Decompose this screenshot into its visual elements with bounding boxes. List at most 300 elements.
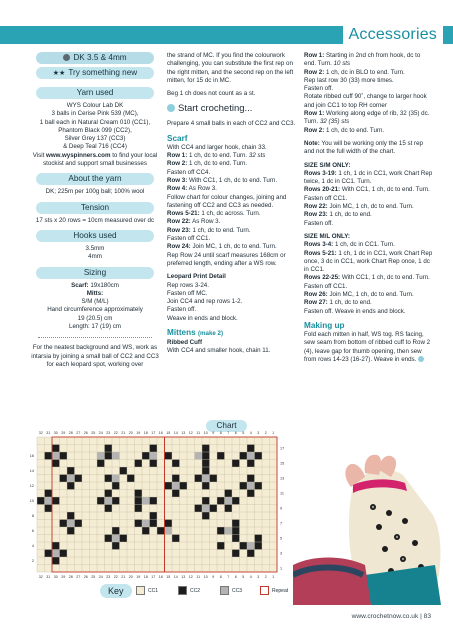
chart-cell	[165, 527, 173, 535]
star-icon: ★★	[52, 70, 66, 77]
chart-cell	[150, 512, 158, 520]
chart-cell	[217, 527, 225, 535]
pattern-column-3	[304, 52, 434, 364]
yarn-used-heading: Yarn used	[36, 87, 154, 99]
row-number-right: 1	[280, 566, 283, 571]
instruction-line	[304, 299, 434, 307]
row-label: Rows 20-21:	[304, 186, 341, 194]
swatch-repeat	[260, 586, 269, 595]
chart-cell	[135, 520, 143, 528]
instruction-line	[304, 283, 434, 291]
chart-cell	[225, 497, 233, 505]
column-number: 13	[181, 431, 186, 435]
row-text: Fasten off.	[304, 219, 334, 227]
chart-cell	[232, 535, 240, 543]
instruction-line: Join CC4 and rep rows 1-2.	[167, 298, 243, 306]
swatch-cc3	[220, 586, 229, 595]
mittens-heading: Mittens (make 2)	[167, 328, 224, 338]
chart-cell	[105, 490, 113, 498]
hooks-heading: Hooks used	[36, 230, 154, 242]
chart-cell	[45, 490, 53, 498]
swatch-cc1	[136, 586, 145, 595]
stockist-note: Visit www.wyspinners.com to find your local stockist and support small businesses	[32, 151, 158, 168]
column-number: 7	[227, 575, 230, 579]
column-number: 3	[257, 431, 260, 435]
column-number: 23	[106, 575, 111, 579]
chart-cell	[232, 460, 240, 468]
chart-grid	[27, 427, 295, 583]
materials-column: DK 3.5 & 4mm ★★ Try something new Yarn used WYS Colour Lab DK 3 balls in Cerise Pink 539 (MC), 1 ball each in Natural Cream 010 (CC1), Phantom Black 099 (CC2), Silver Grey 137 (CC3) & Deep Teal 716 (CC4) Visit www.wyspinners.com to find your local stockist and support small businesses About the yarn DK; 225m per 100g ball; 100% wool Tension 17 sts x 20 rows = 10cm measured over dc Hooks used 3.5mm 4mm Sizing Scarf: 19x180cm Mitts: S/M (M/L) Hand circumference approximately 19 (20.5) cm Length: 17 (19) cm For the neatest background and WS, work as intarsia by joining a small ball of CC2 and CC3 for each leopard spot, working over	[31, 53, 159, 368]
instruction-line	[167, 160, 297, 168]
row-number-left: 12	[29, 483, 34, 488]
column-number: 18	[143, 575, 148, 579]
column-number: 13	[181, 575, 186, 579]
intro-text: the strand of MC. If you find the colourwork challenging, you can substitute the first rep on the right mitten, and the second rep on the left mitten, for 15 dc in MC.	[167, 52, 294, 84]
chart-cell	[67, 475, 75, 483]
chart-cell	[112, 535, 120, 543]
chart-cell	[255, 482, 263, 490]
row-label: Row 1:	[167, 152, 188, 160]
chart-cell	[150, 452, 158, 460]
chart-cell	[97, 460, 105, 468]
chart-cell	[37, 497, 45, 505]
bullet-icon	[167, 104, 175, 112]
chart-cell	[105, 497, 113, 505]
column-number: 17	[151, 575, 156, 579]
instruction-line	[304, 85, 434, 93]
row-number-left: 16	[29, 453, 34, 458]
row-text: Join MC, 1 ch, dc to end. Turn.	[327, 203, 414, 211]
chart-cell	[172, 490, 180, 498]
start-crocheting-heading: Start crocheting...	[167, 103, 297, 115]
chart-cell	[120, 467, 128, 475]
chart-cell	[217, 452, 225, 460]
column-number: 19	[136, 575, 141, 579]
chart-cell	[60, 452, 68, 460]
section-banner	[0, 26, 453, 44]
row-text: 1 ch, 1 dc in CC1, work Chart Rep once, 3 dc in CC1, work Chart Rep once, 1 dc in CC1.	[304, 249, 433, 274]
chart-cell	[195, 505, 203, 513]
about-yarn-text: DK; 225m per 100g ball; 100% wool	[45, 188, 145, 196]
colourwork-chart	[27, 427, 295, 588]
column-number: 8	[219, 431, 222, 435]
chart-cell	[150, 520, 158, 528]
chart-cell	[225, 505, 233, 513]
row-text: 1 ch, 1 dc in CC1, work Chart Rep twice, 1 dc in CC1. Turn.	[304, 169, 433, 186]
instruction-line	[167, 194, 297, 211]
prepare-text: Prepare 4 small balls in each of CC2 and CC3.	[167, 120, 296, 128]
chart-cell	[232, 520, 240, 528]
column-number: 15	[166, 575, 171, 579]
column-number: 20	[128, 575, 133, 579]
column-number: 4	[249, 575, 252, 579]
column-number: 31	[46, 431, 51, 435]
chart-cell	[45, 497, 53, 505]
row-number-left: 6	[31, 528, 34, 533]
instruction-line	[167, 185, 297, 193]
chart-cell	[105, 452, 113, 460]
instruction-line	[304, 170, 434, 187]
column-number: 31	[46, 575, 51, 579]
row-text: With CC1, 1 ch, dc to end. Turn.	[340, 186, 430, 194]
chart-cell	[172, 482, 180, 490]
leopard-heading: Leopard Print Detail	[167, 273, 226, 281]
row-label: Row 27:	[304, 299, 328, 307]
column-number: 10	[203, 431, 208, 435]
column-number: 8	[219, 575, 222, 579]
page-number: 83	[423, 613, 431, 620]
column-number: 25	[91, 575, 96, 579]
chart-cell	[202, 505, 210, 513]
size-sm-heading: SIZE S/M ONLY:	[304, 161, 351, 169]
row-label: Row 24:	[167, 243, 191, 251]
row-label: Row 2:	[167, 160, 188, 168]
instruction-line	[167, 210, 297, 218]
row-label: Row 4:	[167, 185, 188, 193]
chart-cell	[120, 535, 128, 543]
row-text: With CC4 and larger hook, chain 33.	[167, 143, 267, 151]
chart-cell	[105, 475, 113, 483]
column-number: 18	[143, 431, 148, 435]
sizing-mitts-label: Mitts:	[86, 289, 104, 297]
chart-cell	[97, 452, 105, 460]
chart-cell	[112, 542, 120, 550]
row-label: Row 1:	[304, 110, 325, 118]
chart-cell	[202, 445, 210, 453]
chart-cell	[217, 497, 225, 505]
rep-note: Note: You will be working only the 15 st rep and not the full width of the chart.	[304, 139, 423, 156]
chart-cell	[105, 445, 113, 453]
column-number: 2	[264, 575, 267, 579]
column-number: 20	[128, 431, 133, 435]
chart-cell	[210, 505, 218, 513]
row-text: Join MC, 1 ch, dc to end. Turn.	[190, 243, 277, 251]
column-number: 27	[76, 575, 81, 579]
column-number: 7	[227, 431, 230, 435]
chart-cell	[105, 505, 113, 513]
row-label: Row 26:	[304, 291, 328, 299]
chart-cell	[52, 542, 60, 550]
row-text: Fasten off.	[304, 85, 334, 93]
instruction-line: Fasten off MC.	[167, 289, 208, 297]
instruction-line	[167, 218, 297, 226]
chart-cell	[112, 475, 120, 483]
column-number: 30	[53, 431, 58, 435]
pattern-column-2	[167, 52, 297, 356]
sizing-scarf: Scarf: 19x180cm	[71, 281, 119, 289]
chart-cell	[247, 490, 255, 498]
column-number: 16	[158, 431, 163, 435]
instruction-line	[304, 203, 434, 211]
row-label: Rows 3-4:	[304, 241, 334, 249]
stockist-link[interactable]: www.wyspinners.com	[46, 151, 111, 159]
column-number: 24	[98, 431, 103, 435]
instruction-line	[167, 243, 297, 251]
column-number: 23	[106, 431, 111, 435]
end-mark-icon	[418, 356, 424, 362]
divider	[38, 337, 152, 338]
chart-cell	[67, 527, 75, 535]
column-number: 11	[196, 575, 201, 579]
column-number: 27	[76, 431, 81, 435]
instruction-line	[304, 220, 434, 228]
row-text: 1 ch, dc across. Turn.	[199, 210, 261, 218]
chart-cell	[225, 490, 233, 498]
instruction-line: Weave in ends and block.	[167, 314, 238, 322]
row-number-right: 3	[280, 551, 283, 556]
chart-cell	[202, 482, 210, 490]
chart-cell	[240, 482, 248, 490]
column-number: 22	[113, 431, 118, 435]
chart-cell	[135, 505, 143, 513]
column-number: 26	[83, 575, 88, 579]
chart-cell	[195, 452, 203, 460]
column-number: 25	[91, 431, 96, 435]
column-number: 21	[121, 431, 126, 435]
chart-cell	[165, 520, 173, 528]
column-number: 22	[113, 575, 118, 579]
column-number: 4	[249, 431, 252, 435]
needle-size-badge: DK 3.5 & 4mm	[36, 52, 154, 64]
row-label: Rows 3-19:	[304, 169, 337, 177]
instruction-line	[304, 308, 434, 316]
size-ml-heading: SIZE M/L ONLY:	[304, 232, 350, 240]
chart-cell	[232, 527, 240, 535]
chart-cell	[195, 475, 203, 483]
tension-text: 17 sts x 20 rows = 10cm measured over dc	[35, 216, 155, 224]
row-number-right: 17	[280, 446, 285, 451]
leopard-instructions	[167, 282, 297, 323]
row-text: With CC1, 1 ch, dc to end. Turn.	[187, 176, 278, 184]
scarf-heading: Scarf	[167, 133, 188, 143]
chart-cell	[165, 482, 173, 490]
chart-cell	[67, 512, 75, 520]
chart-cell	[202, 475, 210, 483]
chart-cell	[67, 520, 75, 528]
instruction-line: Fasten off.	[167, 306, 197, 314]
ribbed-cuff-text: With CC4 and smaller hook, chain 11.	[167, 347, 271, 355]
row-label: Row 22:	[304, 203, 328, 211]
chart-cell	[150, 497, 158, 505]
row-number-right: 9	[280, 506, 283, 511]
mitten-photo	[293, 425, 453, 605]
chart-cell	[172, 460, 180, 468]
chart-cell	[112, 497, 120, 505]
column-number: 9	[212, 431, 215, 435]
chart-cell	[45, 550, 53, 558]
row-text: Rep last row 30 (33) more times.	[304, 76, 394, 84]
instruction-line	[304, 77, 434, 85]
column-number: 12	[188, 575, 193, 579]
instruction-line	[167, 169, 297, 177]
key-item-cc3: CC3	[220, 586, 242, 595]
chart-cell	[67, 467, 75, 475]
chart-cell	[210, 475, 218, 483]
row-label: Rows 22-25:	[304, 274, 341, 282]
chart-cell	[105, 535, 113, 543]
chart-cell	[150, 445, 158, 453]
chart-cell	[247, 542, 255, 550]
column-number: 2	[264, 431, 267, 435]
page-footer: www.crochetnow.co.uk | 83	[351, 613, 431, 620]
chart-cell	[60, 550, 68, 558]
chart-cell	[180, 482, 188, 490]
row-text: Rep Row 24 until scarf measures 168cm or preferred length, ending after a WS row.	[167, 251, 286, 267]
row-text: 1 ch, dc to end. Turn.	[187, 152, 249, 160]
instruction-line	[167, 144, 297, 152]
chart-cell	[60, 475, 68, 483]
chart-cell	[142, 520, 150, 528]
key-title: Key	[100, 584, 132, 598]
column-number: 1	[272, 575, 275, 579]
row-text: As Row 3.	[187, 185, 217, 193]
instruction-line	[304, 291, 434, 299]
key-item-cc2: CC2	[178, 586, 200, 595]
chart-cell	[52, 557, 60, 565]
column-number: 5	[242, 575, 245, 579]
column-number: 15	[166, 431, 171, 435]
footer-url[interactable]: www.crochetnow.co.uk	[351, 613, 419, 620]
row-label: Row 23:	[167, 226, 191, 234]
cuff-instructions	[304, 52, 434, 135]
chart-cell	[142, 497, 150, 505]
column-number: 30	[53, 575, 58, 579]
chart-cell	[247, 445, 255, 453]
column-number: 19	[136, 431, 141, 435]
column-number: 14	[173, 575, 178, 579]
chart-cell	[217, 542, 225, 550]
size-ml-instructions	[304, 241, 434, 316]
column-number: 16	[158, 575, 163, 579]
instruction-line	[304, 211, 434, 219]
column-number: 24	[98, 575, 103, 579]
row-label: Rows 5-21:	[304, 249, 337, 257]
chart-cell	[157, 527, 165, 535]
chart-cell	[202, 497, 210, 505]
chart-cell	[150, 460, 158, 468]
row-text: Fasten off. Weave in ends and block.	[304, 307, 406, 315]
row-text: 1 ch, dc to end. Turn.	[324, 126, 385, 134]
row-label: Row 2:	[304, 68, 325, 76]
row-label: Row 23:	[304, 211, 328, 219]
column-number: 1	[272, 431, 275, 435]
instruction-line	[304, 69, 434, 77]
chart-cell	[60, 520, 68, 528]
intarsia-note: For the neatest background and WS, work as intarsia by joining a small ball of CC2 and CC3 for each leopard spot, working over	[31, 344, 159, 368]
row-text: Starting in 2nd ch from hook, dc to end. Turn.	[304, 52, 421, 68]
chart-cell	[52, 550, 60, 558]
chart-cell	[172, 475, 180, 483]
instruction-line	[304, 186, 434, 194]
column-number: 5	[242, 431, 245, 435]
column-number: 14	[173, 431, 178, 435]
column-number: 6	[234, 575, 237, 579]
row-text: As Row 3.	[190, 218, 221, 226]
row-text: 1 ch, dc in BLO to end. Turn.	[324, 68, 405, 76]
row-label: Row 2:	[304, 126, 325, 134]
size-sm-instructions	[304, 170, 434, 228]
row-text: Rotate ribbed cuff 90˚, change to larger hook and join CC1 to top RH corner	[304, 93, 427, 109]
chart-cell	[247, 475, 255, 483]
chart-cell	[202, 467, 210, 475]
row-label: Rows 5-21:	[167, 210, 200, 218]
chart-cell	[255, 542, 263, 550]
making-up-text: Fold each mitten in half, WS tog. RS facing, sew seam from bottom of ribbed cuff to Row 2 (4), leave gap for thumb opening, then sew from rows 14-23 (16-27). Weave in ends.	[304, 330, 431, 363]
making-up-heading: Making up	[304, 320, 345, 330]
chart-cell	[112, 527, 120, 535]
chart-cell	[75, 520, 83, 528]
row-text: With CC1, 1 ch, dc to end. Turn.	[340, 274, 430, 282]
ball-icon	[63, 54, 70, 61]
instruction-line	[304, 274, 434, 282]
column-number: 12	[188, 431, 193, 435]
column-number: 21	[121, 575, 126, 579]
chart-cell	[247, 550, 255, 558]
chart-cell	[52, 460, 60, 468]
scarf-instructions	[167, 144, 297, 268]
chart-cell	[255, 535, 263, 543]
chart-cell	[112, 482, 120, 490]
stitch-count: 32 sts	[248, 152, 266, 160]
instruction-line	[167, 227, 297, 235]
row-number-right: 5	[280, 536, 283, 541]
chart-cell	[45, 505, 53, 513]
column-number: 9	[212, 575, 215, 579]
column-number: 28	[68, 575, 73, 579]
key-item-cc1: CC1	[136, 586, 158, 595]
sizing-heading: Sizing	[36, 267, 154, 279]
column-number: 10	[203, 575, 208, 579]
swatch-cc2	[178, 586, 187, 595]
row-text: 1 ch, dc to end. Turn.	[190, 226, 251, 234]
row-label: Row 3:	[167, 176, 188, 184]
chart-cell	[127, 475, 135, 483]
instruction-line	[167, 235, 297, 243]
column-number: 26	[83, 431, 88, 435]
difficulty-badge: ★★ Try something new	[36, 67, 154, 79]
row-text: Fasten off CC1.	[304, 194, 348, 202]
row-text: Fasten off CC4.	[167, 168, 211, 176]
chart-cell	[202, 512, 210, 520]
chart-cell	[75, 475, 83, 483]
row-number-right: 11	[280, 491, 284, 496]
row-number-left: 10	[29, 498, 34, 503]
row-number-left: 4	[31, 543, 34, 548]
about-yarn-heading: About the yarn	[36, 173, 154, 185]
chart-cell	[247, 452, 255, 460]
chart-cell	[142, 527, 150, 535]
row-number-right: 15	[280, 461, 285, 466]
instruction-line	[167, 252, 297, 269]
row-number-right: 13	[280, 476, 285, 481]
chart-cell	[232, 497, 240, 505]
row-number-left: 2	[31, 558, 34, 563]
key-item-repeat: Repeat	[260, 586, 288, 595]
chart-cell	[225, 527, 233, 535]
chart-cell	[240, 452, 248, 460]
row-text: 1 ch, dc in CC1. Turn.	[333, 241, 395, 249]
chart-cell	[135, 460, 143, 468]
row-label: Row 1:	[304, 52, 325, 59]
instruction-line	[167, 152, 297, 160]
row-text: Follow chart for colour changes, joining and fastening off CC2 and CC3 as needed.	[167, 193, 287, 209]
column-number: 32	[38, 575, 43, 579]
instruction-line	[304, 195, 434, 203]
instruction-line	[304, 110, 434, 127]
chart-cell	[247, 460, 255, 468]
chart-cell	[135, 497, 143, 505]
row-text: Join MC, 1 ch, dc to end. Turn.	[327, 291, 414, 299]
